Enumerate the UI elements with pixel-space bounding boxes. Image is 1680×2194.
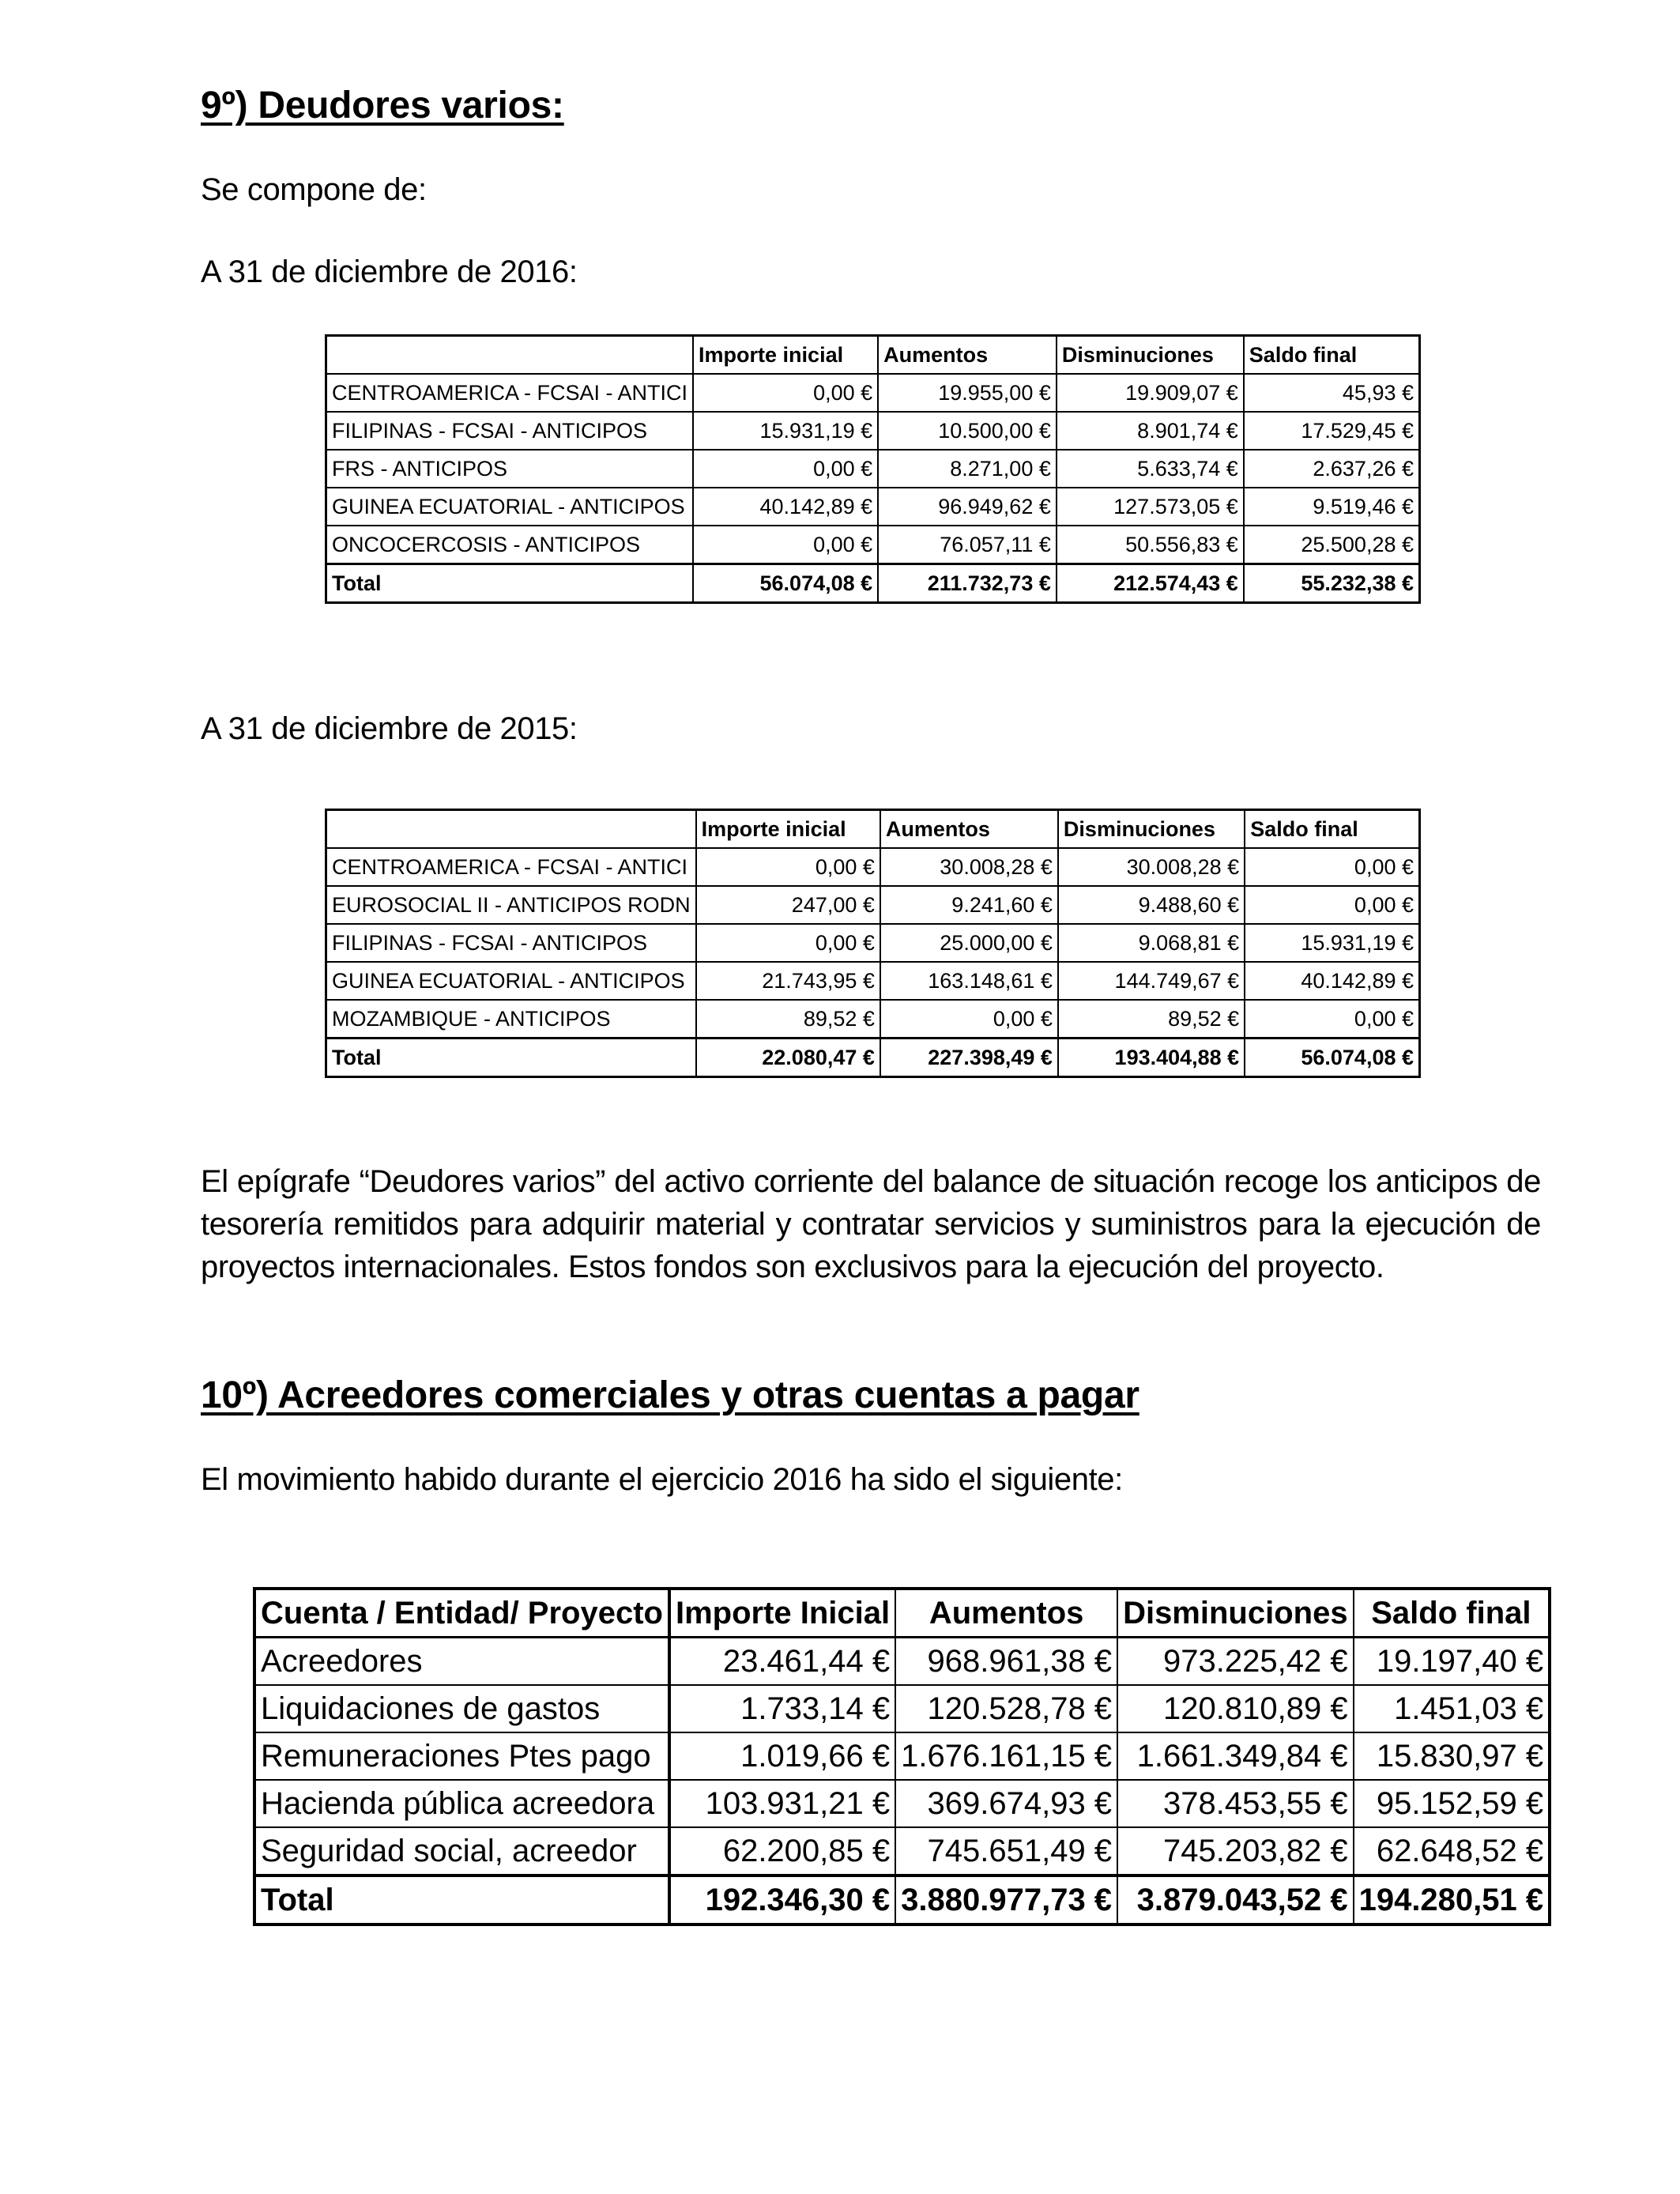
table-cell: 23.461,44 € <box>669 1638 895 1686</box>
section-9-heading: 9º) Deudores varios: <box>201 85 564 126</box>
table-cell: 95.152,59 € <box>1354 1780 1550 1827</box>
table-row <box>326 450 1420 488</box>
table-cell: 8.271,00 € <box>878 450 1057 488</box>
table-cell: 163.148,61 € <box>880 962 1058 1000</box>
column-header: Disminuciones <box>1058 810 1245 849</box>
table-cell: 5.633,74 € <box>1057 450 1244 488</box>
table-cell: 0,00 € <box>693 450 878 488</box>
table-cell: 3.879.043,52 € <box>1117 1875 1354 1924</box>
table-cell: 9.241,60 € <box>880 886 1058 924</box>
table-row <box>254 1780 1550 1827</box>
table-cell: 9.068,81 € <box>1058 924 1245 962</box>
table-cell: 0,00 € <box>696 924 880 962</box>
column-header: Saldo final <box>1245 810 1419 849</box>
table-cell: 9.488,60 € <box>1058 886 1245 924</box>
table-row <box>326 886 1420 924</box>
table-cell: 40.142,89 € <box>1245 962 1419 1000</box>
table-cell: 17.529,45 € <box>1244 412 1420 450</box>
table-cell: 144.749,67 € <box>1058 962 1245 1000</box>
table-cell: EUROSOCIAL II - ANTICIPOS RODN <box>326 886 696 924</box>
column-header <box>326 810 696 849</box>
table-cell: Total <box>326 564 694 603</box>
section-10-heading: 10º) Acreedores comerciales y otras cuentas a pagar <box>201 1374 1139 1416</box>
table-cell: 89,52 € <box>1058 1000 1245 1039</box>
table-cell: Total <box>326 1039 696 1077</box>
table-cell: 127.573,05 € <box>1057 488 1244 526</box>
table-cell: 369.674,93 € <box>895 1780 1117 1827</box>
table-cell: 30.008,28 € <box>880 848 1058 886</box>
table-cell: FILIPINAS - FCSAI - ANTICIPOS <box>326 412 694 450</box>
table-row <box>326 924 1420 962</box>
total-row <box>254 1875 1550 1924</box>
table-cell: 89,52 € <box>696 1000 880 1039</box>
table-cell: ONCOCERCOSIS - ANTICIPOS <box>326 526 694 564</box>
table-deudores-2016 <box>325 334 1421 604</box>
table-cell: FILIPINAS - FCSAI - ANTICIPOS <box>326 924 696 962</box>
table-cell: 76.057,11 € <box>878 526 1057 564</box>
total-row <box>326 1039 1420 1077</box>
table-row <box>326 412 1420 450</box>
table-cell: 120.810,89 € <box>1117 1685 1354 1732</box>
table-cell: 0,00 € <box>1245 848 1419 886</box>
table-cell: 247,00 € <box>696 886 880 924</box>
table-cell: 0,00 € <box>696 848 880 886</box>
table-cell: 22.080,47 € <box>696 1039 880 1077</box>
table-cell: 193.404,88 € <box>1058 1039 1245 1077</box>
table-cell: 25.000,00 € <box>880 924 1058 962</box>
table-cell: Acreedores <box>254 1638 669 1686</box>
table-cell: FRS - ANTICIPOS <box>326 450 694 488</box>
total-row <box>326 564 1420 603</box>
table-cell: 21.743,95 € <box>696 962 880 1000</box>
table-cell: 56.074,08 € <box>693 564 878 603</box>
table-cell: 194.280,51 € <box>1354 1875 1550 1924</box>
table-cell: 1.019,66 € <box>669 1732 895 1780</box>
table-cell: 0,00 € <box>1245 886 1419 924</box>
column-header: Cuenta / Entidad/ Proyecto <box>254 1589 669 1638</box>
table-row <box>326 374 1420 412</box>
table-cell: 227.398,49 € <box>880 1039 1058 1077</box>
table-row <box>254 1685 1550 1732</box>
table-cell: 0,00 € <box>880 1000 1058 1039</box>
table-cell: 40.142,89 € <box>693 488 878 526</box>
table-cell: 62.200,85 € <box>669 1827 895 1875</box>
column-header: Aumentos <box>880 810 1058 849</box>
section-9-paragraph: El epígrafe “Deudores varios” del activo corriente del balance de situación recoge los anticipos de tesorería remitidos para adquirir material y contratar servicios y suministros para la ejecución de proyectos internacionales. Estos fondos son exclusivos para la ejecución del proyecto. <box>201 1164 1541 1284</box>
table-cell: 62.648,52 € <box>1354 1827 1550 1875</box>
column-header <box>326 336 694 375</box>
table-cell: 10.500,00 € <box>878 412 1057 450</box>
table-row <box>326 1000 1420 1039</box>
table-cell: 19.955,00 € <box>878 374 1057 412</box>
header-row <box>326 336 1420 375</box>
header-row <box>326 810 1420 849</box>
table-cell: 19.197,40 € <box>1354 1638 1550 1686</box>
table-cell: Liquidaciones de gastos <box>254 1685 669 1732</box>
table-cell: 212.574,43 € <box>1057 564 1244 603</box>
table-cell: 103.931,21 € <box>669 1780 895 1827</box>
table-cell: MOZAMBIQUE - ANTICIPOS <box>326 1000 696 1039</box>
table-cell: Hacienda pública acreedora <box>254 1780 669 1827</box>
table-cell: 973.225,42 € <box>1117 1638 1354 1686</box>
table-deudores-2015 <box>325 809 1421 1078</box>
section-10-intro: El movimiento habido durante el ejercicio 2016 ha sido el siguiente: <box>201 1462 1123 1497</box>
column-header: Saldo final <box>1244 336 1420 375</box>
table-cell: 30.008,28 € <box>1058 848 1245 886</box>
column-header: Aumentos <box>878 336 1057 375</box>
column-header: Disminuciones <box>1117 1589 1354 1638</box>
table-cell: 25.500,28 € <box>1244 526 1420 564</box>
table-row <box>254 1638 1550 1686</box>
table-cell: 211.732,73 € <box>878 564 1057 603</box>
table-cell: CENTROAMERICA - FCSAI - ANTICI <box>326 848 696 886</box>
column-header: Importe inicial <box>693 336 878 375</box>
table-row <box>254 1732 1550 1780</box>
table-2015-caption: A 31 de diciembre de 2015: <box>201 711 578 746</box>
table-acreedores-2016 <box>253 1587 1551 1926</box>
table-cell: 56.074,08 € <box>1245 1039 1419 1077</box>
table-cell: 0,00 € <box>693 374 878 412</box>
section-9-intro: Se compone de: <box>201 172 427 207</box>
table-cell: 378.453,55 € <box>1117 1780 1354 1827</box>
table-row <box>254 1827 1550 1875</box>
table-cell: 1.661.349,84 € <box>1117 1732 1354 1780</box>
table-cell: 1.733,14 € <box>669 1685 895 1732</box>
column-header: Importe Inicial <box>669 1589 895 1638</box>
table-cell: 3.880.977,73 € <box>895 1875 1117 1924</box>
table-cell: 9.519,46 € <box>1244 488 1420 526</box>
column-header: Saldo final <box>1354 1589 1550 1638</box>
table-cell: 192.346,30 € <box>669 1875 895 1924</box>
table-cell: GUINEA ECUATORIAL - ANTICIPOS <box>326 962 696 1000</box>
table-cell: 745.651,49 € <box>895 1827 1117 1875</box>
table-cell: 0,00 € <box>1245 1000 1419 1039</box>
table-cell: 968.961,38 € <box>895 1638 1117 1686</box>
table-cell: 45,93 € <box>1244 374 1420 412</box>
header-row <box>254 1589 1550 1638</box>
table-cell: Seguridad social, acreedor <box>254 1827 669 1875</box>
table-cell: 745.203,82 € <box>1117 1827 1354 1875</box>
table-cell: 15.931,19 € <box>1245 924 1419 962</box>
table-cell: 15.830,97 € <box>1354 1732 1550 1780</box>
table-cell: GUINEA ECUATORIAL - ANTICIPOS <box>326 488 694 526</box>
table-cell: Remuneraciones Ptes pago <box>254 1732 669 1780</box>
table-cell: 96.949,62 € <box>878 488 1057 526</box>
table-cell: 1.451,03 € <box>1354 1685 1550 1732</box>
table-cell: 8.901,74 € <box>1057 412 1244 450</box>
table-cell: 0,00 € <box>693 526 878 564</box>
table-cell: Total <box>254 1875 669 1924</box>
table-cell: 50.556,83 € <box>1057 526 1244 564</box>
table-cell: 2.637,26 € <box>1244 450 1420 488</box>
table-cell: 55.232,38 € <box>1244 564 1420 603</box>
table-2016-caption: A 31 de diciembre de 2016: <box>201 254 578 289</box>
column-header: Disminuciones <box>1057 336 1244 375</box>
column-header: Importe inicial <box>696 810 880 849</box>
table-row <box>326 848 1420 886</box>
table-cell: 19.909,07 € <box>1057 374 1244 412</box>
table-row <box>326 526 1420 564</box>
column-header: Aumentos <box>895 1589 1117 1638</box>
table-row <box>326 488 1420 526</box>
table-cell: 15.931,19 € <box>693 412 878 450</box>
table-row <box>326 962 1420 1000</box>
table-cell: CENTROAMERICA - FCSAI - ANTICI <box>326 374 694 412</box>
table-cell: 1.676.161,15 € <box>895 1732 1117 1780</box>
table-cell: 120.528,78 € <box>895 1685 1117 1732</box>
